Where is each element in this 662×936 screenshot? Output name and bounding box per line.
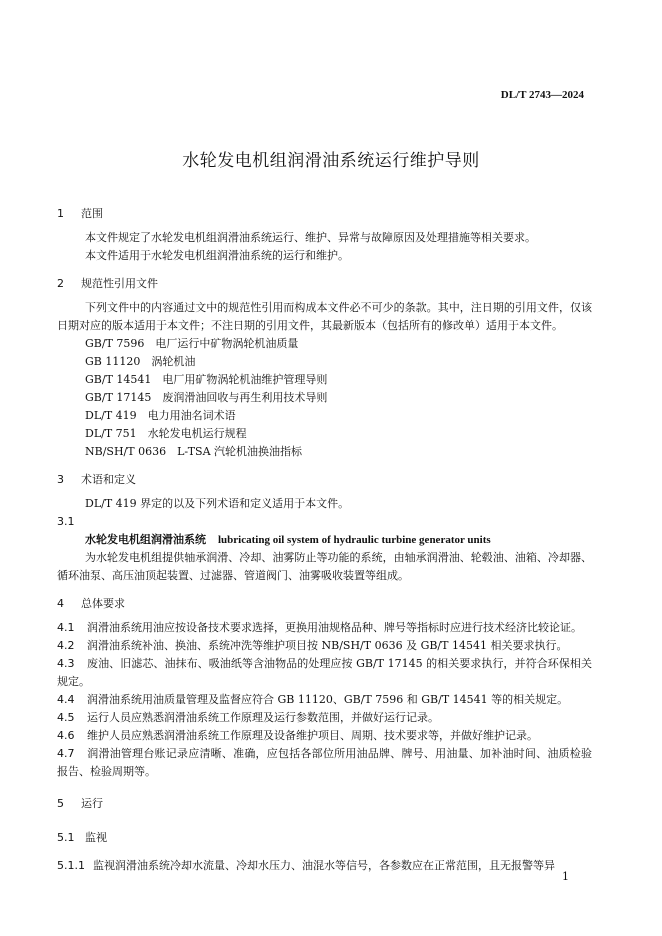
clause-text: 监视润滑油系统冷却水流量、冷却水压力、油混水等信号，各参数应在正常范围，且无报警等异: [93, 859, 555, 872]
document-id: DL/T 2743—2024: [500, 89, 584, 101]
section-heading-terms: [57, 471, 592, 489]
reference-item: NB/SH/T 0636 L-TSA 汽轮机油换油指标: [85, 445, 303, 458]
document-title: 水轮发电机组润滑油系统运行维护导则: [182, 151, 480, 171]
term-chinese: 水轮发电机组润滑油系统: [85, 533, 206, 546]
clause: [57, 655, 592, 691]
section-heading-general-requirements: [57, 595, 592, 613]
reference-item: DL/T 751 水轮发电机运行规程: [85, 427, 247, 440]
reference-item: GB/T 14541 电厂用矿物涡轮机油维护管理导则: [85, 373, 328, 386]
section-title: 术语和定义: [81, 473, 136, 486]
paragraph: 本文件适用于水轮发电机组润滑油系统的运行和维护。: [85, 249, 349, 262]
clause-number: 4.5: [57, 711, 75, 724]
term-number: 3.1: [57, 515, 75, 528]
clause-text: 运行人员应熟悉润滑油系统工作原理及运行参数范围，并做好运行记录。: [87, 711, 439, 724]
section-number: 2: [57, 277, 64, 290]
clause-text: 润滑油系统补油、换油、系统冲洗等维护项目按 NB/SH/T 0636 及 GB/T 14541 相关要求执行。: [87, 639, 568, 652]
clause-number: 4.6: [57, 729, 75, 742]
clause-text: 废油、旧滤芯、油抹布、吸油纸等含油物品的处理应按 GB/T 17145 的相关要求执行，并符合环保相关规定。: [57, 657, 592, 688]
clause-number: 5.1.1: [57, 859, 85, 872]
section-number: 3: [57, 473, 64, 486]
clause-text: 润滑油系统用油质量管理及监督应符合 GB 11120、GB/T 7596 和 GB/T 14541 等的相关规定。: [87, 693, 569, 706]
clause: [57, 857, 592, 875]
clause: [57, 619, 592, 637]
clause: [57, 727, 592, 745]
section-number: 5: [57, 797, 64, 810]
section-heading-operation: [57, 795, 592, 813]
clause-number: 4.1: [57, 621, 75, 634]
clause-text: 润滑油管理台账记录应清晰、准确，应包括各部位所用油品牌、牌号、用油量、加补油时间、油质检验报告、检验周期等。: [57, 747, 592, 778]
reference-item: GB 11120 涡轮机油: [85, 355, 196, 368]
clause: [57, 691, 592, 709]
clause-text: 润滑油系统用油应按设备技术要求选择，更换用油规格品种、牌号等指标时应进行技术经济比较论证。: [87, 621, 582, 634]
reference-item: GB/T 17145 废润滑油回收与再生利用技术导则: [85, 391, 328, 404]
clause: [57, 745, 592, 781]
reference-item: DL/T 419 电力用油名词术语: [85, 409, 236, 422]
section-heading-scope: [57, 205, 592, 223]
section-title: 规范性引用文件: [81, 277, 158, 290]
term-entry: [57, 531, 592, 549]
section-number: 1: [57, 207, 64, 220]
page-number: 1: [562, 870, 569, 883]
subsection-heading-monitoring: [57, 829, 592, 847]
subsection-number: 5.1: [57, 831, 75, 844]
clause-number: 4.2: [57, 639, 75, 652]
paragraph: 下列文件中的内容通过文中的规范性引用而构成本文件必不可少的条款。其中，注日期的引用文件，仅该日期对应的版本适用于本文件；不注日期的引用文件，其最新版本（包括所有的修改单）适用于本文件。: [57, 301, 592, 332]
section-heading-normative-references: [57, 275, 592, 293]
document-body: [57, 205, 592, 875]
section-title: 运行: [81, 797, 103, 810]
clause-number: 4.4: [57, 693, 75, 706]
term-english: lubricating oil system of hydraulic turbine generator units: [218, 534, 491, 546]
section-number: 4: [57, 597, 64, 610]
paragraph: DL/T 419 界定的以及下列术语和定义适用于本文件。: [85, 497, 350, 510]
clause: [57, 709, 592, 727]
clause-text: 维护人员应熟悉润滑油系统工作原理及设备维护项目、周期、技术要求等，并做好维护记录。: [87, 729, 538, 742]
reference-item: GB/T 7596 电厂运行中矿物涡轮机油质量: [85, 337, 299, 350]
subsection-title: 监视: [85, 831, 107, 844]
term-definition: 为水轮发电机组提供轴承润滑、冷却、油雾防止等功能的系统，由轴承润滑油、轮毂油、油箱、冷却器、循环油泵、高压油顶起装置、过滤器、管道阀门、油雾吸收装置等组成。: [57, 551, 592, 582]
section-title: 总体要求: [81, 597, 125, 610]
paragraph: 本文件规定了水轮发电机组润滑油系统运行、维护、异常与故障原因及处理措施等相关要求。: [85, 231, 536, 244]
clause-number: 4.3: [57, 657, 75, 670]
clause: [57, 637, 592, 655]
section-title: 范围: [81, 207, 103, 220]
clause-number: 4.7: [57, 747, 75, 760]
